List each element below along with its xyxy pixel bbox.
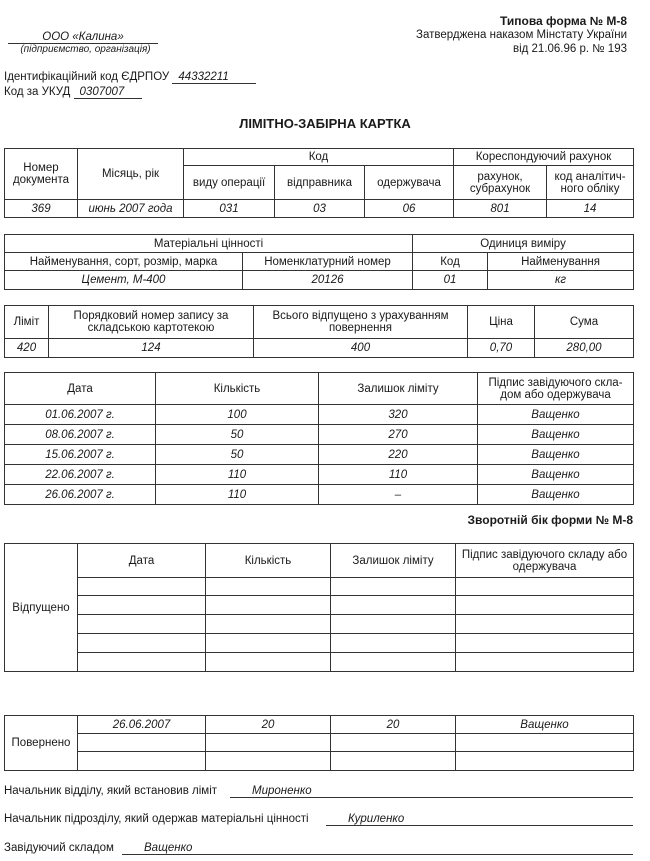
header-total-released: Всього відпущено з урахуванням повернення [254,306,468,339]
header-account: рахунок, субрахунок [454,166,547,200]
total-released-cell: 400 [254,339,468,358]
table-row [5,465,634,485]
receiver-cell: 06 [365,200,454,218]
header-receiver: одержувача [365,166,454,200]
header-card-number: Порядковий номер запису за складською картотекою [49,306,254,339]
header-sender: відправника [275,166,365,200]
header-date: Дата [5,373,156,405]
table-row [5,271,634,290]
table-row [5,339,634,358]
signature-cell: Ващенко [478,485,634,505]
card-number-cell: 124 [49,339,254,358]
date-cell: 15.06.2007 г. [5,445,156,465]
quantity-cell: 20 [206,716,331,734]
table-row [5,734,634,752]
released-label: Відпущено [5,544,78,672]
table-row [5,425,634,445]
table-row [5,596,634,615]
unit-code-cell: 01 [413,271,488,290]
header-price: Ціна [468,306,535,339]
sum-cell: 280,00 [535,339,634,358]
table-row [5,615,634,634]
org-name: ООО «Калина» [8,31,158,44]
quantity-cell: 50 [156,425,319,445]
date-cell: 01.06.2007 г. [5,405,156,425]
edrpou-value: 44332211 [172,71,256,84]
op-type-cell: 031 [184,200,275,218]
limit-rest-cell: 220 [319,445,478,465]
table-row [5,634,634,653]
header-quantity: Кількість [206,544,331,578]
issue-log-table [4,372,634,505]
header-unit: Одиниця виміру [413,235,634,253]
header-analytics: код аналітич-ного обліку [547,166,634,200]
header-signature: Підпис завідуючого складу або одержувача [456,544,634,578]
signature-cell: Ващенко [478,425,634,445]
table-row [5,752,634,771]
reverse-title: Зворотній бік форми № М-8 [467,513,633,527]
table-row [5,653,634,672]
document-info-table [4,148,634,218]
unit-head-line [4,813,309,825]
header-quantity: Кількість [156,373,319,405]
returned-label: Повернено [5,716,78,771]
table-row [5,405,634,425]
warehouse-line [4,842,114,854]
material-name-cell: Цемент, М-400 [5,271,243,290]
header-date: Дата [78,544,206,578]
sender-cell: 03 [275,200,365,218]
header-doc-number: Номер документа [5,149,78,200]
account-cell: 801 [454,200,547,218]
analytics-cell: 14 [547,200,634,218]
header-month: Місяць, рік [78,149,184,200]
header-sum: Сума [535,306,634,339]
signature-cell: Ващенко [478,465,634,485]
month-cell: июнь 2007 года [78,200,184,218]
org-caption: (підприємство, організація) [20,44,151,55]
released-table [4,543,634,672]
ukud-label: Код за УКУД [4,86,71,98]
signature-cell: Ващенко [478,445,634,465]
date-cell: 22.06.2007 г. [5,465,156,485]
header-unit-code: Код [413,253,488,271]
unit-name-cell: кг [488,271,634,290]
limit-rest-cell: 270 [319,425,478,445]
dept-head-signature-line [230,785,633,798]
header-name: Найменування, сорт, розмір, марка [5,253,243,271]
unit-head-signature-line [326,813,633,826]
doc-number-cell: 369 [5,200,78,218]
header-limit-rest: Залишок ліміту [319,373,478,405]
ukud-value: 0307007 [74,86,142,99]
date-cell: 26.06.2007 [78,716,206,734]
header-limit: Ліміт [5,306,49,339]
table-row [5,445,634,465]
header-material: Матеріальні цінності [5,235,413,253]
quantity-cell: 110 [156,465,319,485]
warehouse-signature-line [122,842,633,855]
header-code: Код [184,149,454,166]
date-cell: 08.06.2007 г. [5,425,156,445]
header-op-type: виду операції [184,166,275,200]
edrpou-line [4,71,256,84]
form-title: Типова форма № М-8 [499,14,627,28]
date-cell: 26.06.2007 г. [5,485,156,505]
quantity-cell: 50 [156,445,319,465]
returned-table [4,715,634,771]
table-row [5,578,634,596]
limit-rest-cell: – [319,485,478,505]
limit-rest-cell: 320 [319,405,478,425]
approved-line2: від 21.06.96 р. № 193 [512,43,627,55]
warehouse-label: Завідуючий складом [4,842,114,854]
limit-rest-cell: 20 [331,716,456,734]
signature-cell: Ващенко [456,716,634,734]
warehouse-value: Ващенко [144,842,193,854]
header-signature: Підпис завідуючого скла-дом або одержувача [478,373,634,405]
main-title: ЛІМІТНО-ЗАБІРНА КАРТКА [239,116,411,131]
ukud-line [4,86,142,99]
limit-cell: 420 [5,339,49,358]
price-cell: 0,70 [468,339,535,358]
edrpou-label: Ідентифікаційний код ЄДРПОУ [4,71,170,83]
material-table [4,234,634,290]
nomenclature-cell: 20126 [243,271,413,290]
quantity-cell: 110 [156,485,319,505]
unit-head-label: Начальник підрозділу, який одержав матеріальні цінності [4,813,309,825]
header-unit-name: Найменування [488,253,634,271]
table-row [5,485,634,505]
dept-head-value: Мироненко [252,785,312,797]
table-row [5,716,634,734]
unit-head-value: Куриленко [348,813,405,825]
header-limit-rest: Залишок ліміту [331,544,456,578]
approved-line1: Затверджена наказом Мінстату України [416,29,627,41]
quantity-cell: 100 [156,405,319,425]
signature-cell: Ващенко [478,405,634,425]
table-row [5,200,634,218]
limit-rest-cell: 110 [319,465,478,485]
header-nomenclature: Номенклатурний номер [243,253,413,271]
limit-table [4,305,634,358]
header-corr-account: Кореспондуючий рахунок [454,149,634,166]
dept-head-label: Начальник відділу, який встановив ліміт [4,785,218,797]
